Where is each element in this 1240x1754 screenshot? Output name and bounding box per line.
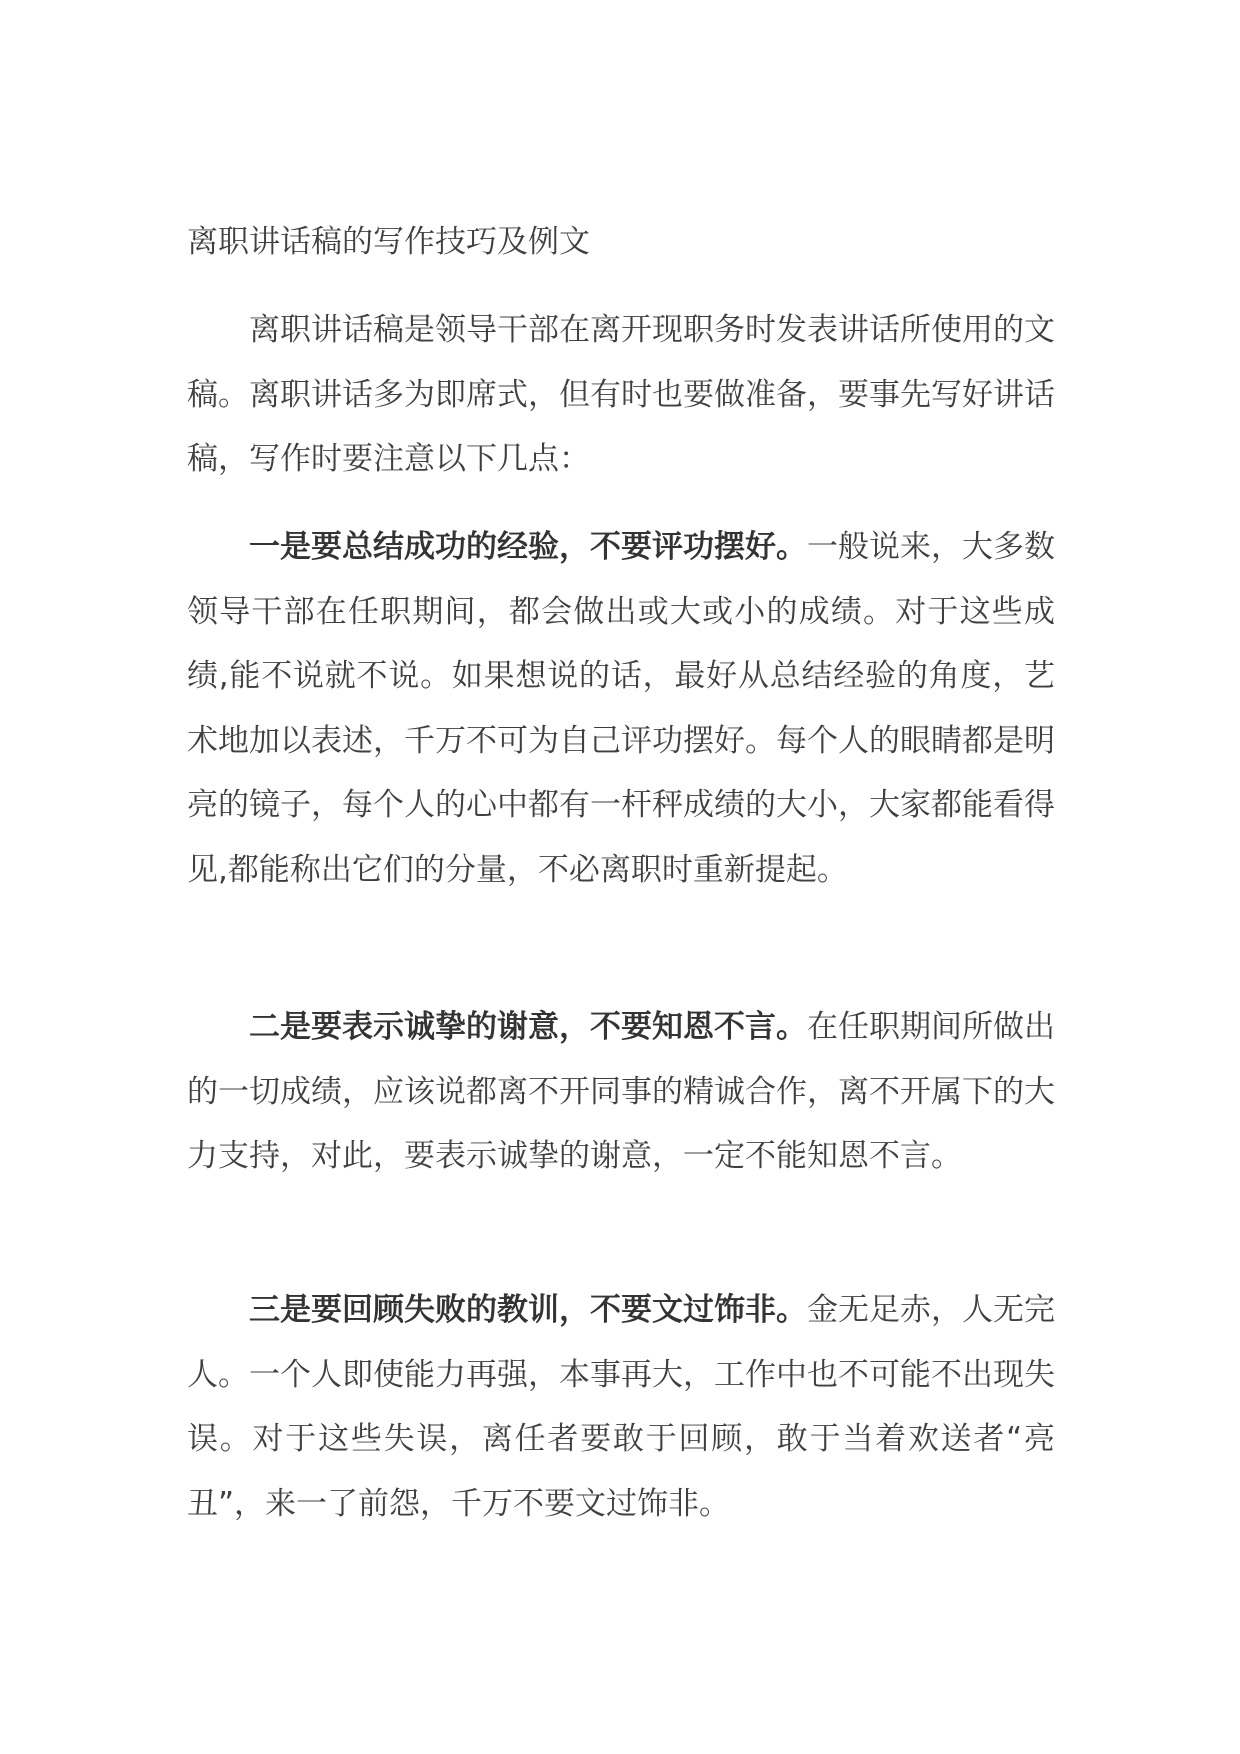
paragraph-text: 在任职期间所做出的一切成绩，应该说都离不开同事的精诚合作，离不开属下的大力支持，对此，要表示诚挚的谢意，一定不能知恩不言。 (187, 1009, 1055, 1174)
paragraph-text: 离职讲话稿是领导干部在离开现职务时发表讲话所使用的文稿。离职讲话多为即席式，但有时也要做准备，要事先写好讲话稿，写作时要注意以下几点： (187, 312, 1055, 477)
document-title: 离职讲话稿的写作技巧及例文 (187, 224, 590, 260)
point-two-heading: 二是要表示诚挚的谢意，不要知恩不言。 (249, 1009, 807, 1045)
paragraph-text: 金无足赤，人无完人。一个人即使能力再强，本事再大，工作中也不可能不出现失误。对于这些失误，离任者要敢于回顾，敢于当着欢送者“亮丑”，来一了前怨，千万不要文过饰非。 (187, 1292, 1055, 1522)
point-one-heading: 一是要总结成功的经验，不要评功摆好。 (249, 529, 807, 565)
paragraph-text: 一般说来，大多数领导干部在任职期间，都会做出或大或小的成绩。对于这些成绩,能不说就不说。如果想说的话，最好从总结经验的角度，艺术地加以表述，千万不可为自己评功摆好。每个人的眼睛都是明亮的镜子，每个人的心中都有一杆秤成绩的大小，大家都能看得见,都能称出它们的分量，不必离职时重新提起。 (187, 529, 1055, 888)
point-three-paragraph (187, 1278, 1055, 1536)
point-one-paragraph (187, 515, 1055, 902)
point-three-heading: 三是要回顾失败的教训，不要文过饰非。 (249, 1292, 807, 1328)
intro-paragraph (187, 298, 1055, 492)
point-two-paragraph (187, 995, 1055, 1189)
